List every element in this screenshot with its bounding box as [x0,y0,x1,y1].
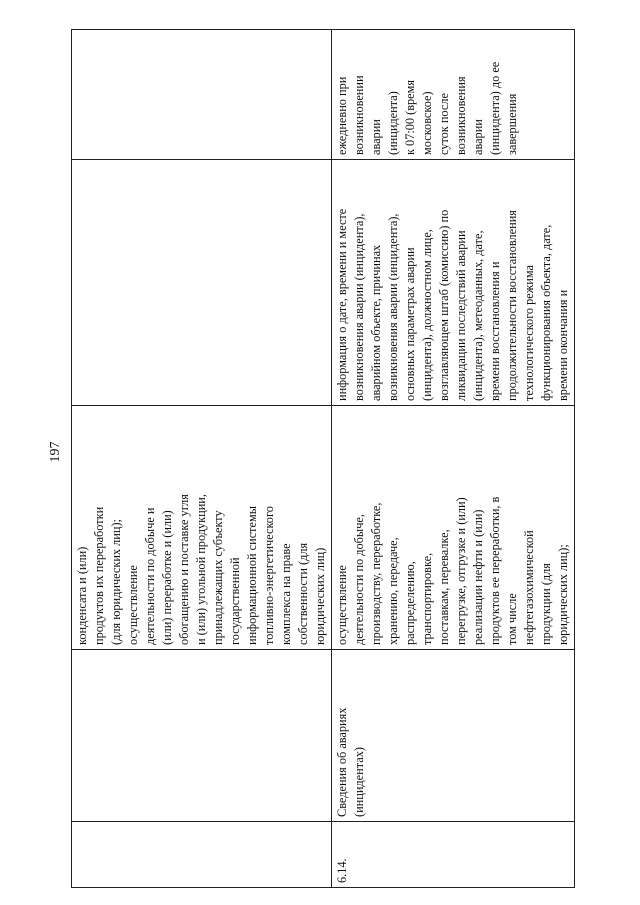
cell-name: Сведения об авариях (инцидентах) [332,650,575,822]
cell-period: ежедневно при возникновении аварии (инцидента) к 07:00 (время московское) суток после возникновения аварии (инцидента) до ее завершения [332,30,575,160]
cell-subjects: конденсата и (или) продуктов их переработки (для юридических лиц); осуществление деятельности по добыче и (или) переработке и (или) обогащению и поставке угля и (или) угольной продукции, принадлежащих субъекту государственной информационной системы топливно-энергетического комплекса на праве собственности (для юридических лиц) [72,406,332,650]
page-number: 197 [48,441,63,463]
cell-subjects: осуществление деятельности по добыче, производству, переработке, хранению, передаче, распределению, транспортировке, поставкам, перевалке, перегрузке, отгрузке и (или) реализации нефти и (или) продуктов ее переработки, в том числе нефтегазохимической продукции (для юридических лиц); [332,406,575,650]
cell-num [72,822,332,888]
cell-num: 6.14. [332,822,575,888]
rotated-table-wrapper [71,30,570,888]
table-row [332,30,575,888]
cell-period [72,30,332,160]
data-table [71,29,575,888]
cell-content [72,160,332,406]
cell-name [72,650,332,822]
table-row [72,30,332,888]
cell-content: информация о дате, времени и месте возникновения аварии (инцидента), аварийном объекте, причинах возникновения аварии (инцидента), основных параметрах аварии (инцидента), должностном лице, возглавляющем штаб (комиссию) по ликвидации последствий аварии (инцидента), метеоданных, дате, времени восстановления и продолжительности восстановления технологического режима функционирования объекта, дате, времени окончания и [332,160,575,406]
